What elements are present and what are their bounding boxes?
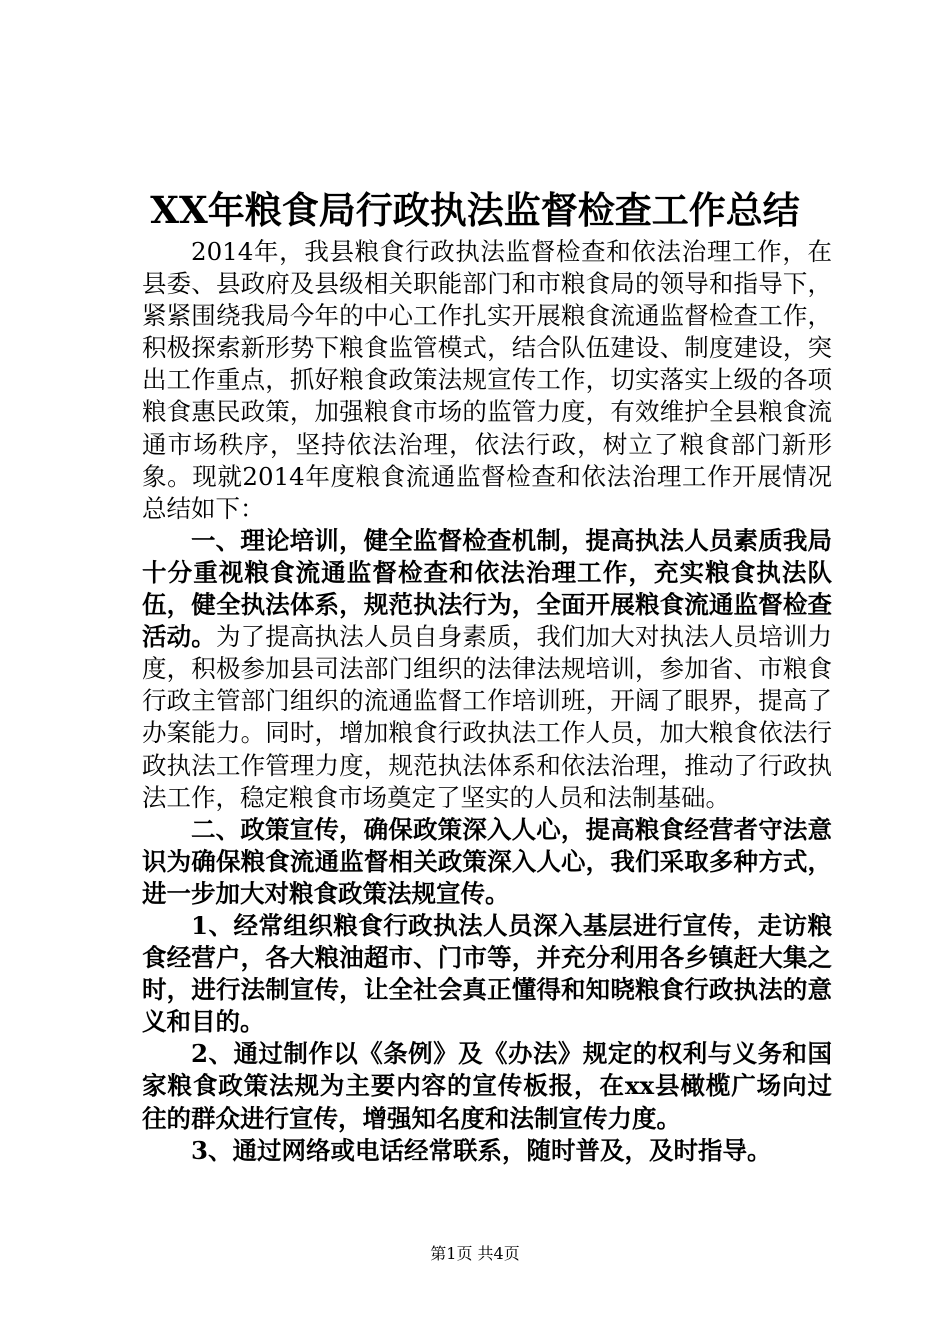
section-1-body: 为了提高执法人员自身素质，我们加大对执法人员培训力度，积极参加县司法部门组织的法律法规培训，参加省、市粮食行政主管部门组织的流通监督工作培训班，开阔了眼界，提高了办案能力。同时，增加粮食行政执法工作人员，加大粮食依法行政执法工作管理力度，规范执法体系和依法治理，推动了行政执法工作，稳定粮食市场奠定了坚实的人员和法制基础。 — [142, 622, 833, 812]
document-title: XX年粮食局行政执法监督检查工作总结 — [150, 188, 800, 232]
intro-paragraph: 2014年，我县粮食行政执法监督检查和依法治理工作，在县委、县政府及县级相关职能部门和市粮食局的领导和指导下，紧紧围绕我局今年的中心工作扎实开展粮食流通监督检查工作，积极探索新形势下粮食监管模式，结合队伍建设、制度建设，突出工作重点，抓好粮食政策法规宣传工作，切实落实上级的各项粮食惠民政策，加强粮食市场的监管力度，有效维护全县粮食流通市场秩序，坚持依法治理，依法行政，树立了粮食部门新形象。现就2014年度粮食流通监督检查和依法治理工作开展情况总结如下： — [142, 237, 832, 523]
section-2-paragraph: 二、政策宣传，确保政策深入人心，提高粮食经营者守法意识为确保粮食流通监督相关政策深入人心，我们采取多种方式，进一步加大对粮食政策法规宣传。 — [142, 814, 832, 908]
list-item-1: 1、经常组织粮食行政执法人员深入基层进行宣传，走访粮食经营户，各大粮油超市、门市等，并充分利用各乡镇赶大集之时，进行法制宣传，让全社会真正懂得和知晓粮食行政执法的意义和目的。 — [142, 910, 832, 1037]
document-body — [142, 236, 832, 1167]
list-item-2: 2、通过制作以《条例》及《办法》规定的权利与义务和国家粮食政策法规为主要内容的宣传板报，在xx县橄榄广场向过往的群众进行宣传，增强知名度和法制宣传力度。 — [142, 1039, 832, 1133]
list-item-3: 3、通过网络或电话经常联系，随时普及，及时指导。 — [191, 1135, 772, 1165]
page-number-footer: 第1页 共4页 — [430, 1244, 520, 1263]
section-1-heading: 一、理论培训，健全监督检查机制，提高执法人员素质我局十分重视粮食流通监督检查和依法治理工作，充实粮食执法队伍，健全执法体系，规范执法行为，全面开展粮食流通监督检查活动。 — [142, 525, 832, 652]
section-1-paragraph — [142, 525, 832, 814]
